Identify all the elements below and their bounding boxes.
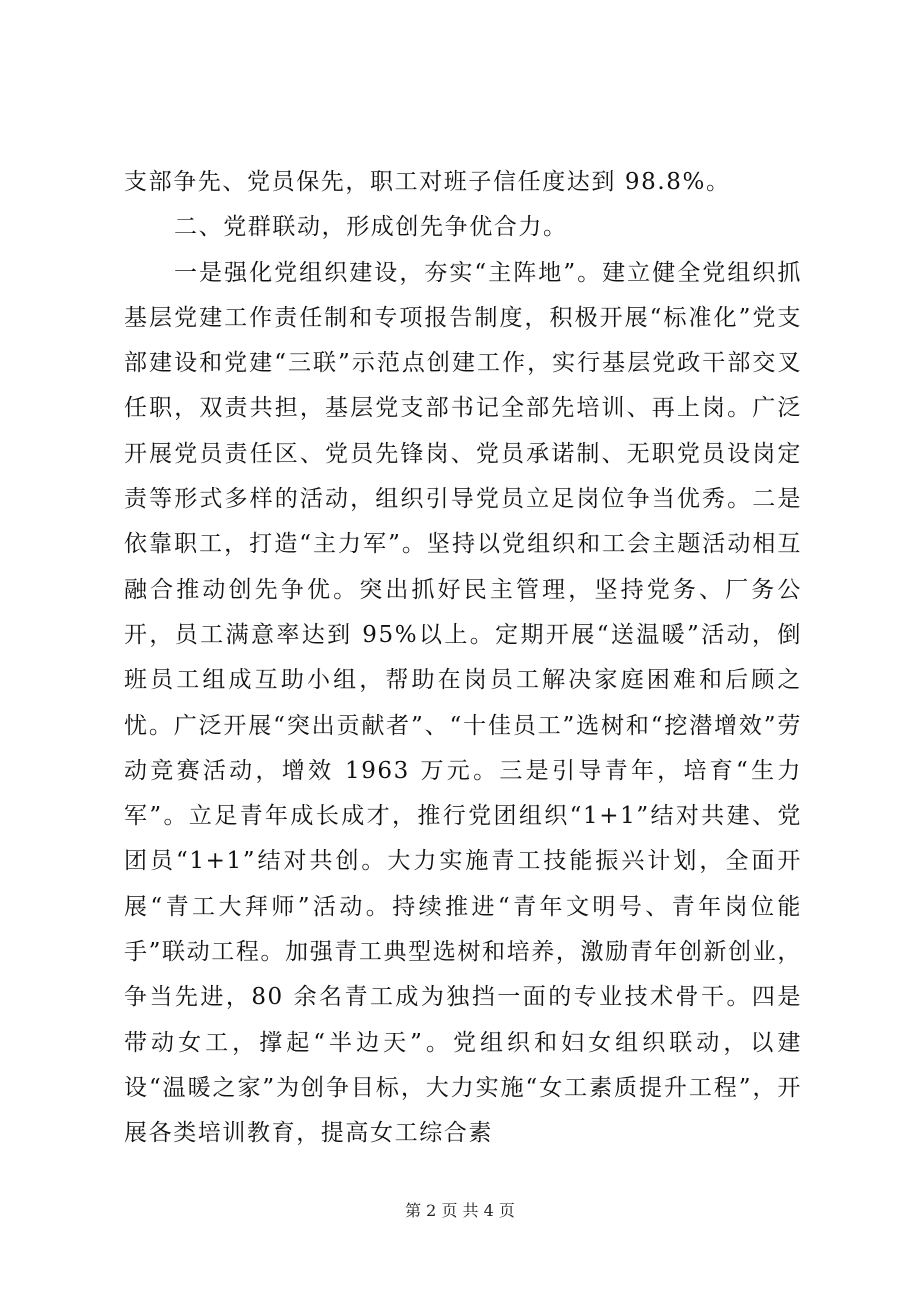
paragraph-body: 一是强化党组织建设，夯实“主阵地”。建立健全党组织抓基层党建工作责任制和专项报告制度，积极开展“标准化”党支部建设和党建“三联”示范点创建工作，实行基层党政干部交叉任职，双责共担，基层党支部书记全部先培训、再上岗。广泛开展党员责任区、党员先锋岗、党员承诺制、无职党员设岗定责等形式多样的活动，组织引导党员立足岗位争当优秀。二是依靠职工，打造“主力军”。坚持以党组织和工会主题活动相互融合推动创先争优。突出抓好民主管理，坚持党务、厂务公开，员工满意率达到 95%以上。定期开展“送温暖”活动，倒班员工组成互助小组，帮助在岗员工解决家庭困难和后顾之忧。广泛开展“突出贡献者”、“十佳员工”选树和“挖潜增效”劳动竞赛活动，增效 1963 万元。三是引导青年，培育“生力军”。立足青年成长成才，推行党团组织“1+1”结对共建、党团员“1+1”结对共创。大力实施青工技能振兴计划，全面开展“青工大拜师”活动。持续推进“青年文明号、青年岗位能手”联动工程。加强青工典型选树和培养，激励青年创新创业，争当先进，80 余名青工成为独挡一面的专业技术骨干。四是带动女工，撑起“半边天”。党组织和妇女组织联动，以建设“温暖之家”为创争目标，大力实施“女工素质提升工程”，开展各类培训教育，提高女工综合素 xyxy=(124,259,802,1147)
paragraph-continuation: 支部争先、党员保先，职工对班子信任度达到 98.8%。 xyxy=(124,169,731,195)
section-heading: 二、党群联动，形成创先争优合力。 xyxy=(174,214,568,241)
page-number-footer: 第 2 页 共 4 页 xyxy=(405,1201,515,1220)
